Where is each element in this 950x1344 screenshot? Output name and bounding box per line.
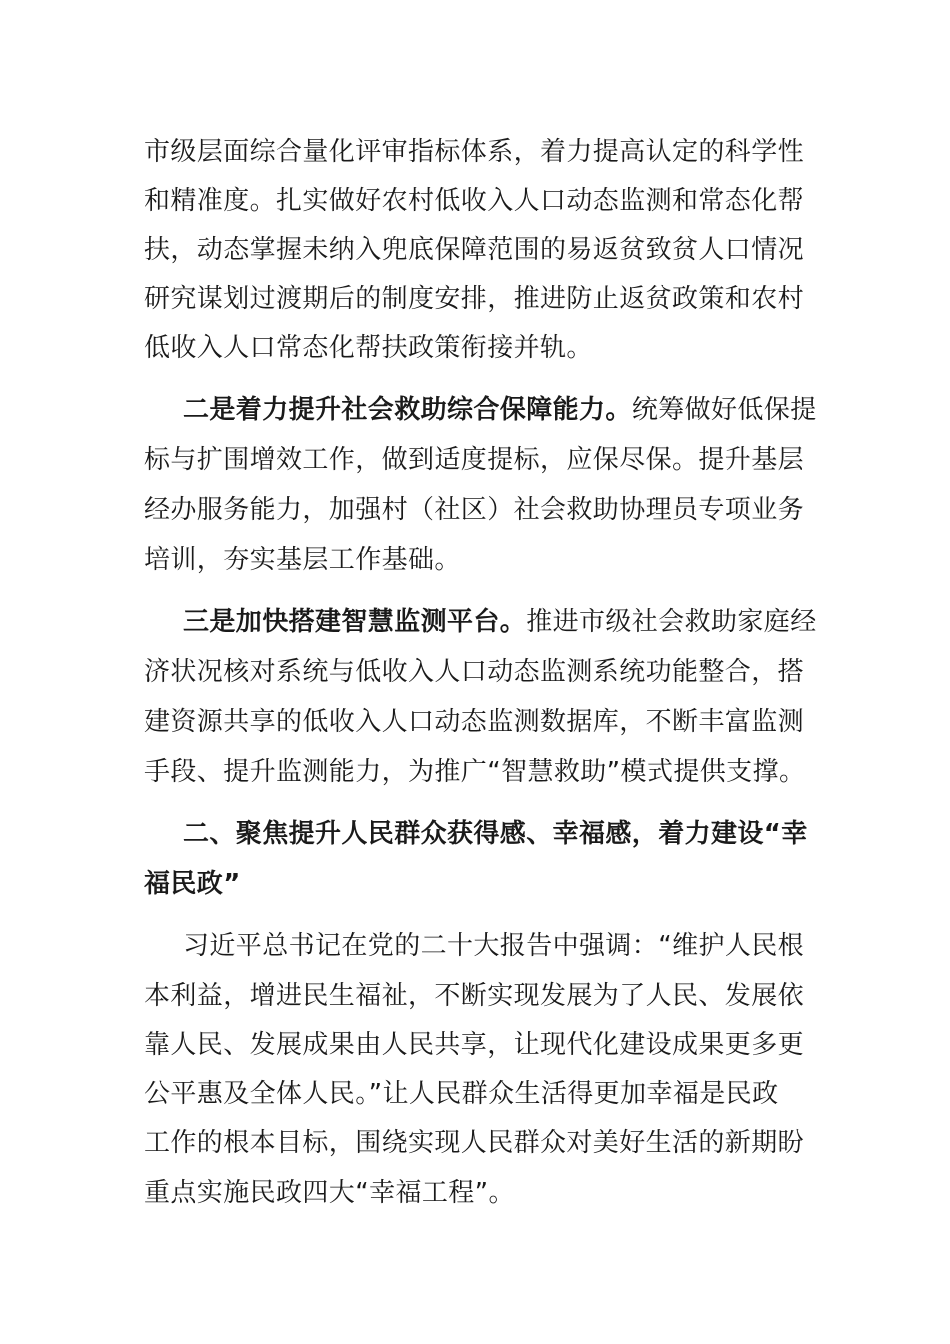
paragraph-text: 推进市级社会救助家庭经	[526, 607, 817, 637]
paragraph-line: 手段、提升监测能力，为推广“智慧救助”模式提供支撑。	[144, 757, 806, 787]
section-heading: 福民政”	[144, 869, 241, 899]
paragraph-line: 研究谋划过渡期后的制度安排，推进防止返贫政策和农村	[144, 284, 805, 314]
paragraph-line: 重点实施民政四大“幸福工程”。	[144, 1178, 515, 1208]
paragraph-line: 靠人民、发展成果由人民共享，让现代化建设成果更多更	[144, 1030, 805, 1060]
paragraph-line: 市级层面综合量化评审指标体系，着力提高认定的科学性	[144, 137, 805, 167]
paragraph-line: 习近平总书记在党的二十大报告中强调：“维护人民根	[183, 931, 805, 961]
paragraph-line: 扶，动态掌握未纳入兜底保障范围的易返贫致贫人口情况	[144, 235, 805, 265]
paragraph-line: 本利益，增进民生福祉，不断实现发展为了人民、发展依	[144, 981, 805, 1011]
paragraph-lead: 三是加快搭建智慧监测平台。	[183, 607, 527, 637]
paragraph-line: 工作的根本目标，围绕实现人民群众对美好生活的新期盼	[144, 1128, 805, 1158]
paragraph-line: 低收入人口常态化帮扶政策衔接并轨。	[144, 333, 593, 363]
paragraph-text: 统筹做好低保提	[631, 395, 817, 425]
paragraph-line: 公平惠及全体人民。”让人民群众生活得更加幸福是民政	[144, 1079, 779, 1109]
paragraph-line: 经办服务能力，加强村（社区）社会救助协理员专项业务	[144, 495, 805, 525]
paragraph-lead: 二是着力提升社会救助综合保障能力。	[183, 395, 632, 425]
paragraph-line: 标与扩围增效工作，做到适度提标，应保尽保。提升基层	[144, 445, 805, 475]
paragraph-first-line	[183, 602, 817, 642]
paragraph-line: 和精准度。扎实做好农村低收入人口动态监测和常态化帮	[144, 186, 805, 216]
paragraph-line: 培训，夯实基层工作基础。	[144, 545, 461, 575]
paragraph-line: 建资源共享的低收入人口动态监测数据库，不断丰富监测	[144, 707, 805, 737]
paragraph-first-line	[183, 390, 817, 430]
section-heading: 二、聚焦提升人民群众获得感、幸福感，着力建设“幸	[183, 819, 808, 849]
paragraph-line: 济状况核对系统与低收入人口动态监测系统功能整合，搭	[144, 657, 805, 687]
